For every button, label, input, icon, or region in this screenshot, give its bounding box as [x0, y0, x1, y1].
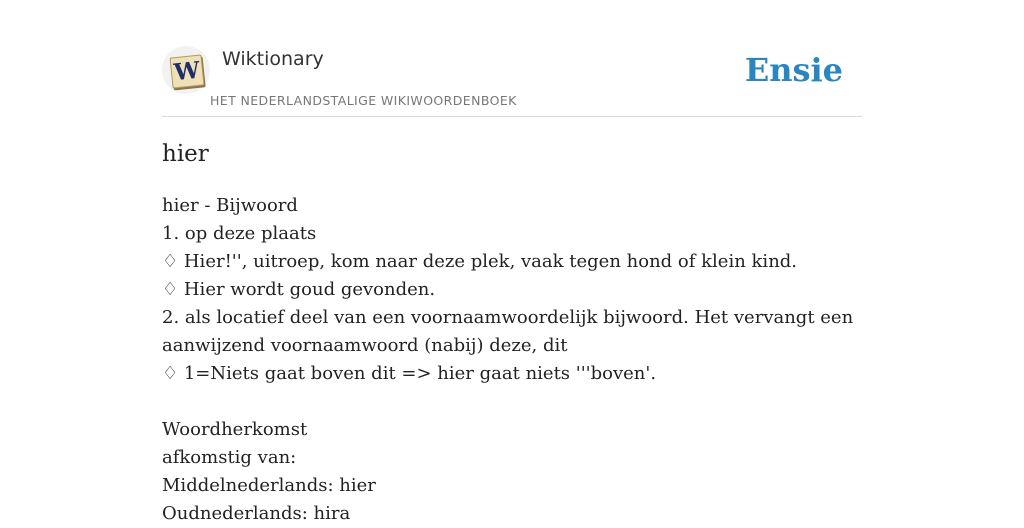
definition-line: hier - Bijwoord [162, 195, 298, 216]
definition-line: Oudnederlands: hira [162, 503, 351, 524]
section-heading-etymology: Woordherkomst [162, 419, 308, 440]
definition-line: Middelnederlands: hier [162, 475, 376, 496]
site-header [162, 44, 862, 117]
definition-line: 2. als locatief deel van een voornaamwoordelijk bijwoord. Het vervangt een aanwijzend voornaamwoord (nabij) deze, dit [162, 307, 854, 356]
definition-line: ♢ 1=Niets gaat boven dit => hier gaat niets '''boven'. [162, 363, 657, 384]
definition-line: afkomstig van: [162, 447, 297, 468]
logo-tile [169, 54, 204, 88]
definition-content [162, 192, 862, 528]
blank-line [162, 388, 862, 416]
definition-line: 1. op deze plaats [162, 223, 317, 244]
definition-line: ♢ Hier!'', uitroep, kom naar deze plek, vaak tegen hond of klein kind. [162, 251, 798, 272]
definition-line: ♢ Hier wordt goud gevonden. [162, 279, 436, 300]
page-title: hier [162, 141, 209, 167]
site-tagline: HET NEDERLANDSTALIGE WIKIWOORDENBOEK [210, 93, 517, 108]
ensie-brand-link[interactable]: Ensie [744, 51, 843, 89]
site-name[interactable]: Wiktionary [222, 48, 324, 70]
wiktionary-logo[interactable] [162, 46, 210, 94]
logo-letter: W [172, 56, 202, 87]
